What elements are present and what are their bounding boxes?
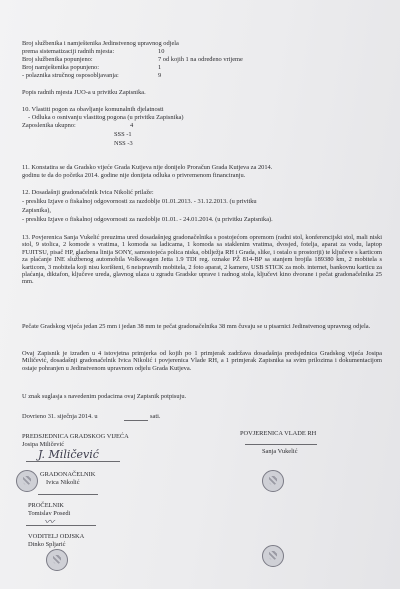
staff-line-1: Broj službenika i namještenika Jedinstvenog upravnog odjela <box>22 40 179 47</box>
pred-title: PREDSJEDNICA GRADSKOG VIJEĆA <box>22 433 129 440</box>
s12-line-3: Zapisnika), <box>22 207 51 214</box>
vod-title: VODITELJ ODJSKA <box>28 533 85 540</box>
place-date: Dovrieno 31. siječnja 2014. u <box>22 413 98 420</box>
bottom-stamp-seal <box>262 545 284 567</box>
pred-sign-line <box>26 461 120 462</box>
s11-line-1: 11. Konstatira se da Gradsko vijeće Grada Kutjeva nije donijelo Proračun Grada Kutjeva za 2014. <box>22 164 273 171</box>
time-suffix: sati. <box>150 413 161 420</box>
popis-line: Popis radnih mjesta JUO-a u privitku Zapisnika. <box>22 89 146 96</box>
ovaj-paragraph: Ovaj Zapisnik je izrađen u 4 istovjetna primjerka od kojih po 1 primjerak zadržava dosadašnja predsjednica Gradskog vijeća Josipa Miličević, dosadašnji gradonačelnik Ivica Nikolić i povjerenica Vlade RH, a 1 primjerak Zapisnika sa svim prilozima i dokumentacijom ostaje pohranjen u Jedinstvenom upravnom odjelu Grada Kutjeva. <box>22 350 382 372</box>
s12-line-1: 12. Dosadašnji gradonačelnik Ivica Nikolić prilaže: <box>22 189 154 196</box>
s12-line-4: - presliku Izjave o fiskalnoj odgovornosti za razdoblje 01.01. - 24.01.2014. (u privitku Zapisnika). <box>22 216 273 223</box>
staff-line-2-value: 10 <box>158 48 165 55</box>
staff-line-5-label: - polaznika stručnog osposobljavanja: <box>22 72 119 79</box>
grad-title: GRADONAČELNIK <box>40 471 96 478</box>
staff-line-5-value: 9 <box>158 72 162 79</box>
grad-name: Ivica Nikolić <box>46 479 80 486</box>
vod-stamp-seal <box>46 549 68 571</box>
proc-sign-line <box>26 525 96 526</box>
s12-line-2: - presliku Izjave o fiskalnoj odgovornosti za razdoblje 01.01.2013. - 31.12.2013. (u privitku <box>22 198 257 205</box>
s10-line-5: NSS -3 <box>114 140 133 147</box>
s10-line-1: 10. Vlastiti pogon za obavljanje komunalnih djelatnosti <box>22 106 164 113</box>
povj-sign-line <box>245 444 317 445</box>
s10-line-3-value: 4 <box>130 122 134 129</box>
s10-line-2: - Odluka o osnivanju vlastitog pogona (u privitku Zapisnika) <box>28 114 184 121</box>
staff-line-3-value: 7 od kojih 1 na određeno vrijeme <box>158 56 243 63</box>
pecat-paragraph: Pečate Gradskog vijeća jedan 25 mm i jedan 38 mm te pečat gradonačelnika 38 mm čuvaju se u pisarnici Jedinstvenog upravnog odjela. <box>22 323 371 330</box>
proc-title: PROČELNIK <box>28 502 64 509</box>
s10-line-3-label: Zaposlenika ukupno: <box>22 122 76 129</box>
znak-line: U znak suglasja s navedenim podacima ovaj Zapisnik potpisuju. <box>22 393 187 400</box>
grad-sign-line <box>38 494 98 495</box>
s10-line-4: SSS -1 <box>114 131 132 138</box>
povj-name: Sanja Vukelić <box>262 448 298 455</box>
povj-stamp-seal <box>262 470 284 492</box>
s13-paragraph: 13. Povjerenica Sanja Vukelić preuzima ured dosadašnjeg gradonačelnika s postojećom opremom (radni stol, konferencijski stol, mali niski stol, 9 stolica, 2 komode s vratima, 1 komoda sa ladicama, 1 komoda sa staklenim vratima, dvosjed, fotelja, aparat za vodu, laptop FUJITSU, pisač HP, glazbena linija SONY, samostojeća polica niska, obilježja RH i Grada, slike, i ostalo u prostoriji) te ključeve s karticom za plaćanje INE službenog automobila Volkswagen Jetta 1.9 TDI reg. oznake PŽ 814-BP sa stanjem brojila 189380 km, 2 mobitela s karticom, 3 mobitela koji nisu korišteni, 6 neispravnih mobitela, 2 foto aparat, 2 kamere, USB STICK za mob. internet, bankovnu karticu za plaćanja, diktafon, ključeve ureda, glavnog ulaza u zgradu Gradske uprave i radnog stola, ključevi kino dvorane i pečat gradonačelnika 25 mm. <box>22 234 382 286</box>
pred-name: Josipa Miličević <box>22 441 65 448</box>
time-blank-line <box>124 420 148 421</box>
staff-line-2-label: prema sistematizaciji radnih mjesta: <box>22 48 115 55</box>
povj-title: POVJERENICA VLADE RH <box>240 430 317 437</box>
proc-name: Tomislav Posedi <box>28 510 71 517</box>
s11-line-2: godinu te da do početka 2014. godine nije donijeta odluka o privremenom financiranju. <box>22 172 246 179</box>
vod-name: Dinko Spljarić <box>28 541 66 548</box>
proc-signature: 〰 <box>44 517 54 528</box>
pred-signature: J. Miličević <box>38 448 99 461</box>
staff-line-3-label: Broj službenika popunjeno: <box>22 56 93 63</box>
staff-line-4-label: Broj namještenika popunjeno: <box>22 64 100 71</box>
staff-line-4-value: 1 <box>158 64 162 71</box>
grad-stamp-seal <box>16 470 38 492</box>
